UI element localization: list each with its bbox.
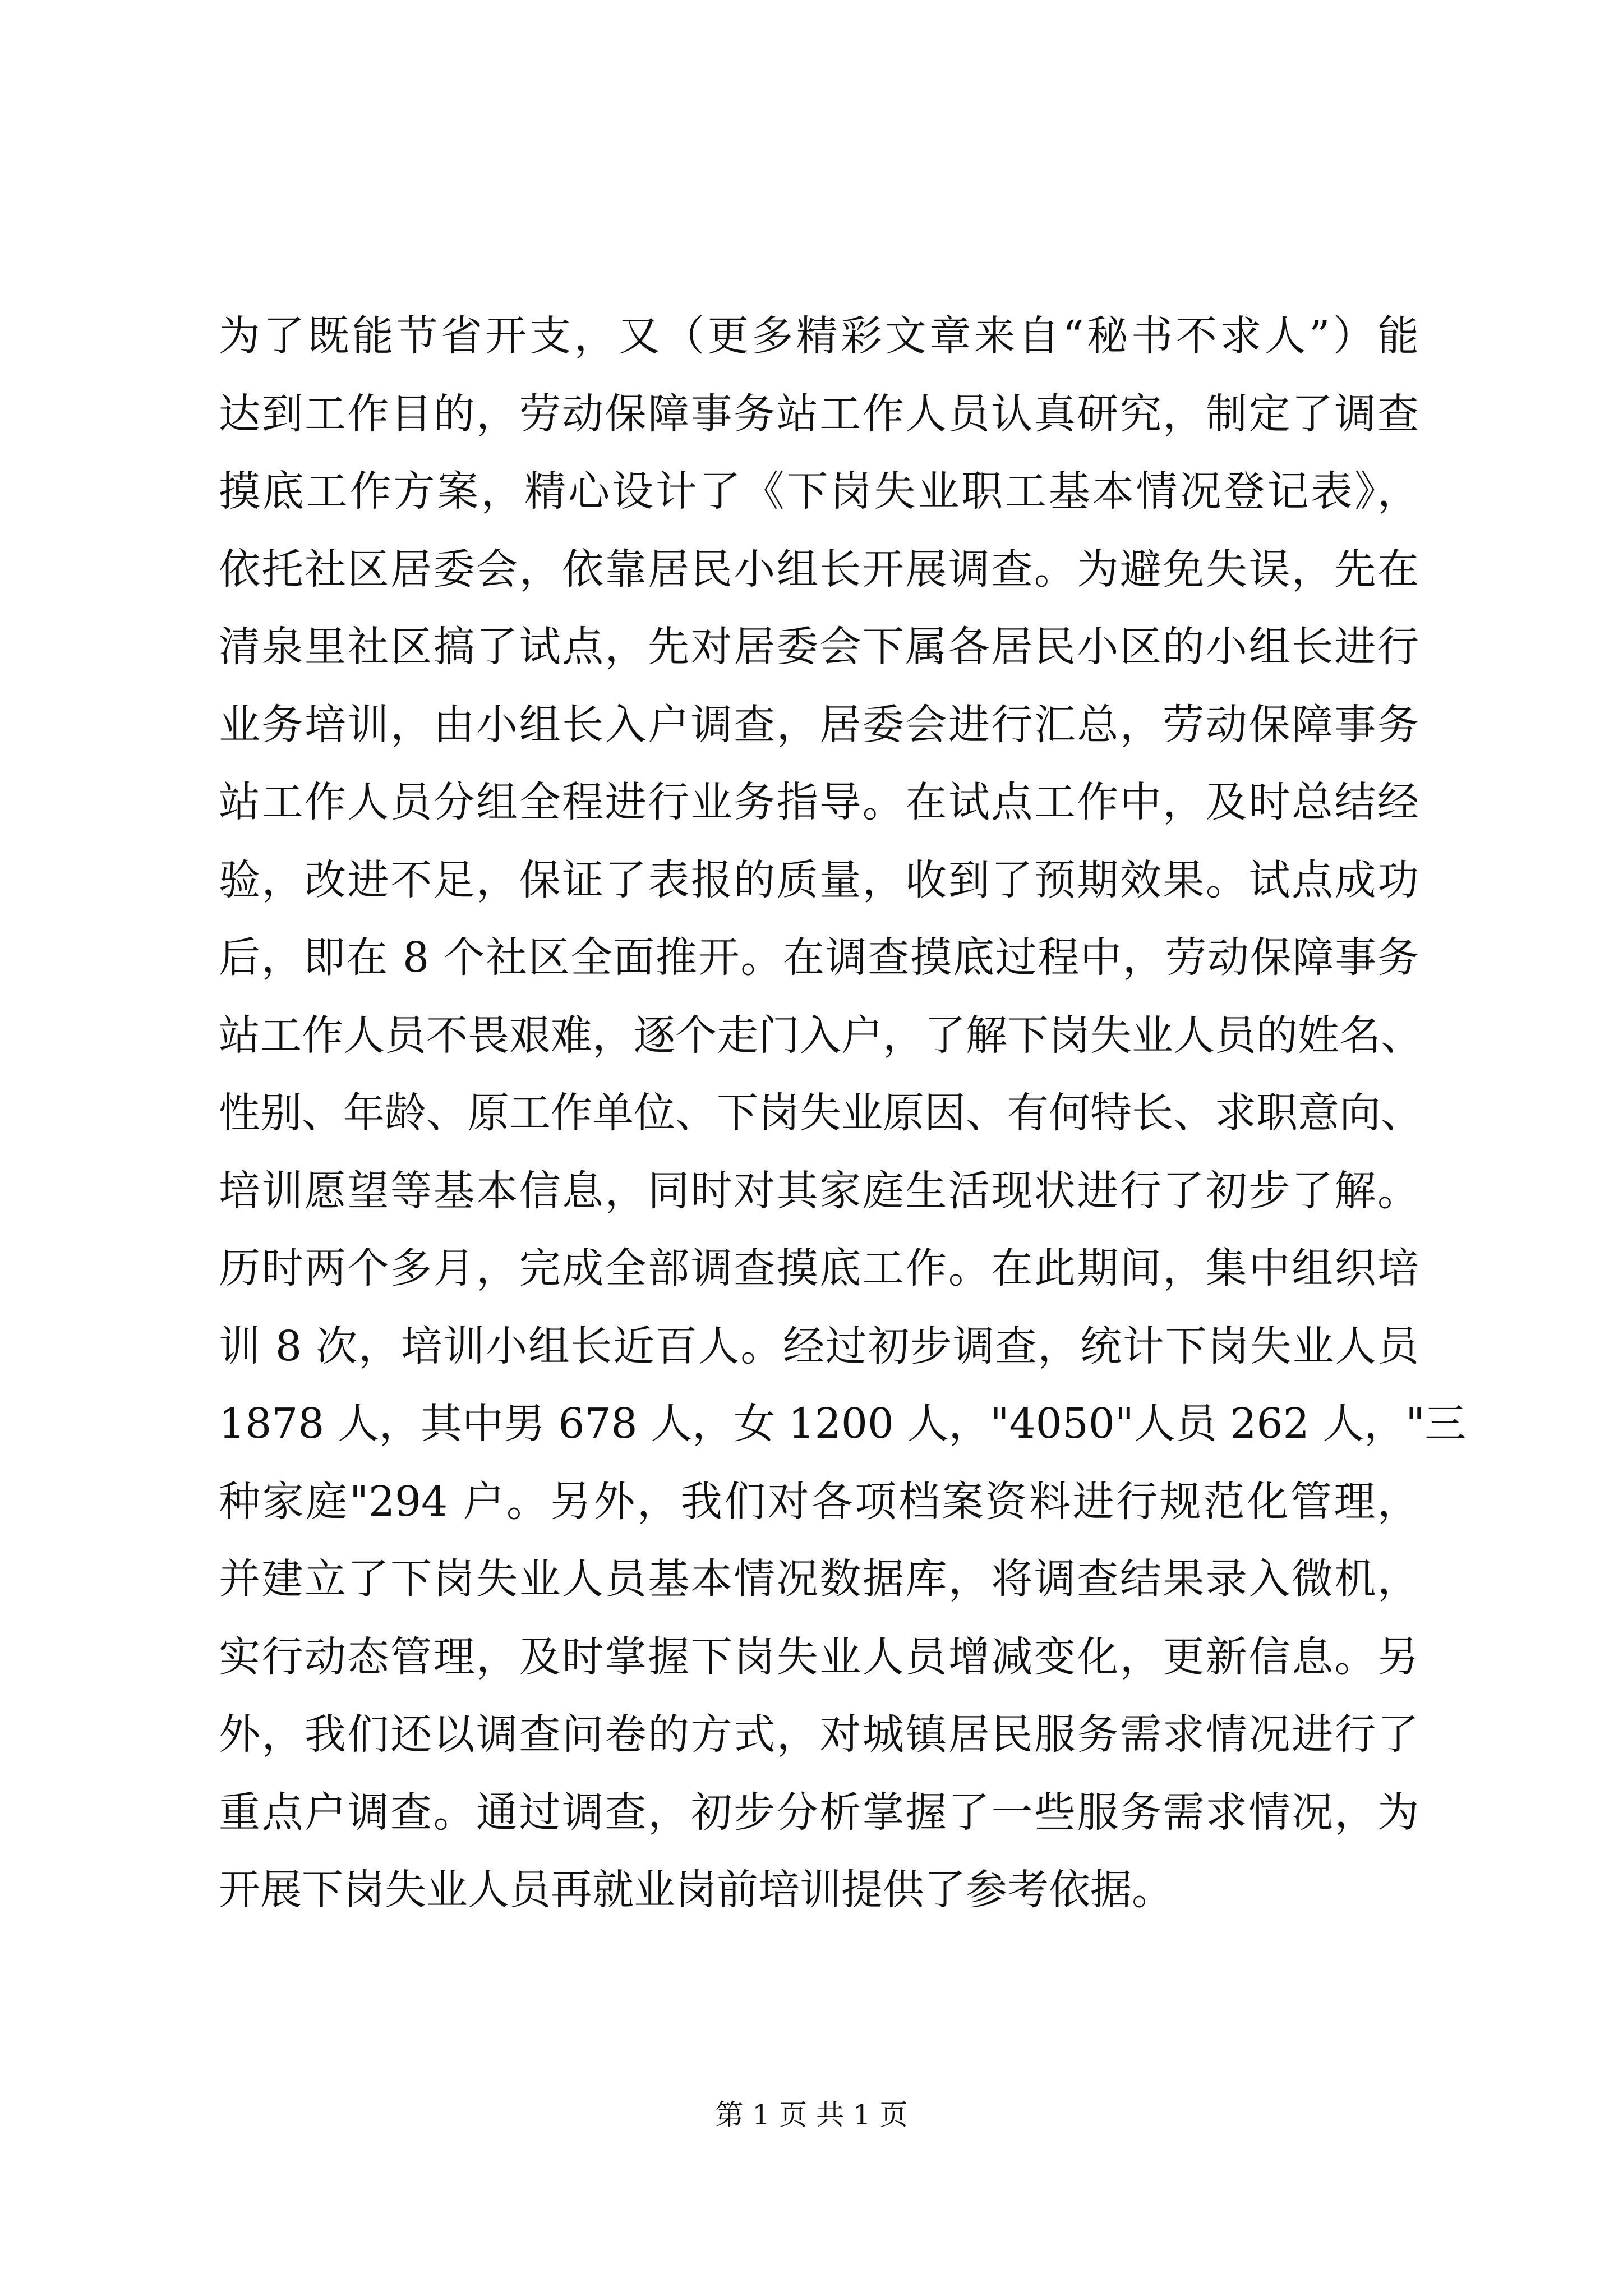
text-line: 性别、年龄、原工作单位、下岗失业原因、有何特长、求职意向、 — [219, 1089, 1422, 1137]
text-line: 开展下岗失业人员再就业岗前培训提供了参考依据。 — [219, 1866, 1173, 1914]
page-footer — [0, 2095, 1623, 2134]
page-number-label: 第 1 页 共 1 页 — [715, 2099, 908, 2131]
text-line: 达到工作目的，劳动保障事务站工作人员认真研究，制定了调查 — [219, 389, 1419, 438]
text-line: 摸底工作方案，精心设计了《下岗失业职工基本情况登记表》， — [219, 467, 1419, 516]
text-line: 训 8 次，培训小组长近百人。经过初步调查，统计下岗失业人员 — [219, 1322, 1419, 1370]
text-line: 验，改进不足，保证了表报的质量，收到了预期效果。试点成功 — [219, 855, 1419, 904]
text-line: 清泉里社区搞了试点，先对居委会下属各居民小区的小组长进行 — [219, 623, 1419, 671]
text-line: 后，即在 8 个社区全面推开。在调查摸底过程中，劳动保障事务 — [219, 933, 1419, 982]
text-line: 外，我们还以调查问卷的方式，对城镇居民服务需求情况进行了 — [219, 1710, 1419, 1759]
text-line: 实行动态管理，及时掌握下岗失业人员增减变化，更新信息。另 — [219, 1632, 1419, 1681]
text-line: 并建立了下岗失业人员基本情况数据库，将调查结果录入微机， — [219, 1555, 1419, 1603]
text-line: 业务培训，由小组长入户调查，居委会进行汇总，劳动保障事务 — [219, 700, 1419, 749]
text-line: 培训愿望等基本信息，同时对其家庭生活现状进行了初步了解。 — [219, 1166, 1419, 1215]
text-line: 种家庭"294 户。另外，我们对各项档案资料进行规范化管理， — [219, 1477, 1419, 1526]
text-line: 依托社区居委会，依靠居民小组长开展调查。为避免失误，先在 — [219, 545, 1419, 593]
text-line: 历时两个多月，完成全部调查摸底工作。在此期间，集中组织培 — [219, 1244, 1419, 1292]
text-line: 站工作人员不畏艰难，逐个走门入户，了解下岗失业人员的姓名、 — [219, 1011, 1422, 1060]
text-line: 重点户调查。通过调查，初步分析掌握了一些服务需求情况，为 — [219, 1788, 1419, 1837]
text-line: 1878 人，其中男 678 人，女 1200 人，"4050"人员 262 人，"三 — [219, 1400, 1467, 1448]
text-line: 为了既能节省开支，又（更多精彩文章来自“秘书不求人”）能 — [219, 312, 1419, 360]
body-paragraph — [219, 297, 1467, 1929]
text-line: 站工作人员分组全程进行业务指导。在试点工作中，及时总结经 — [219, 778, 1419, 826]
